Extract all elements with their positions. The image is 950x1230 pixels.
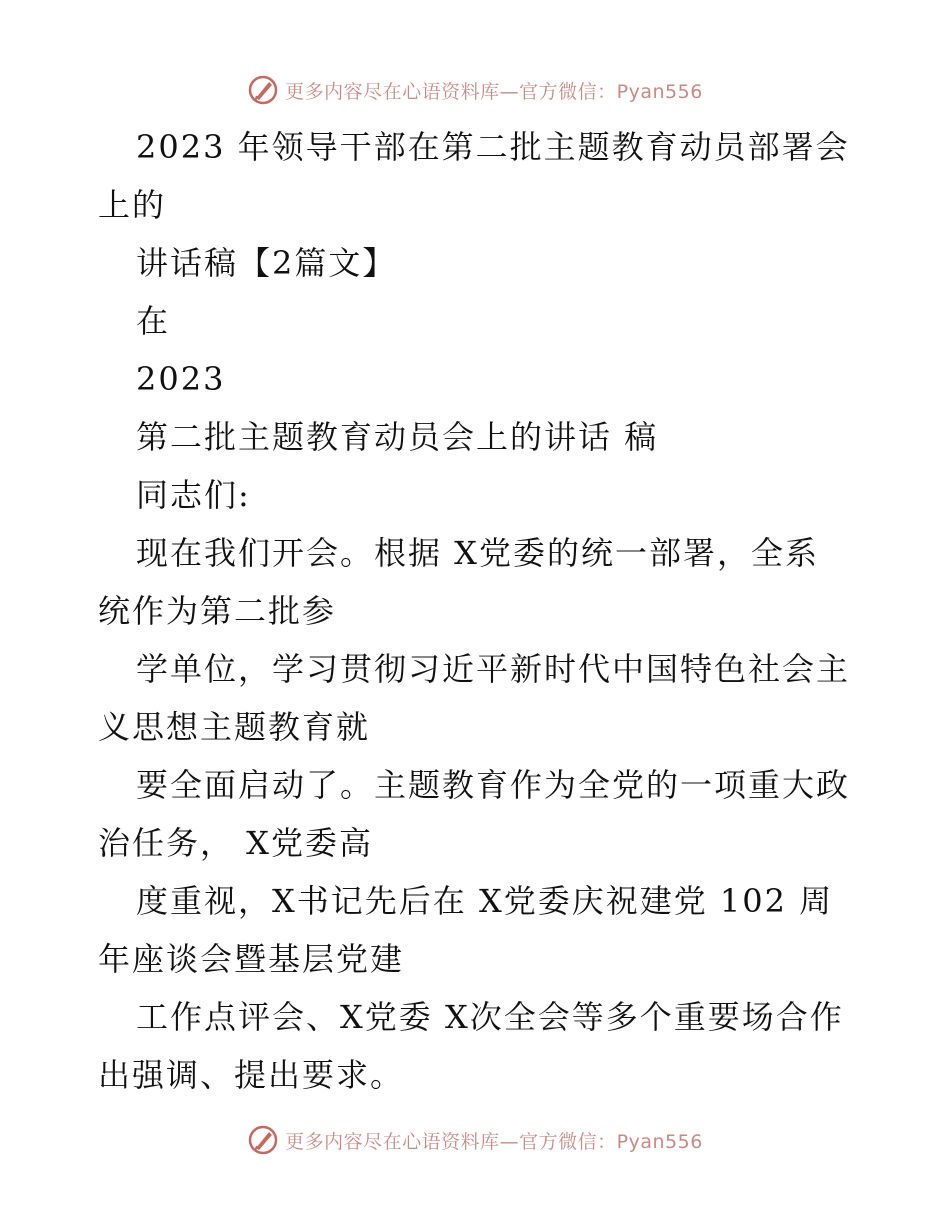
text-line: 在: [136, 302, 171, 340]
document-body: [98, 118, 858, 1104]
speech-heading: 第二批主题教育动员会上的讲话 稿: [136, 418, 659, 456]
watermark-header: [0, 70, 950, 110]
paragraph-line: 义思想主题教育就: [98, 708, 371, 746]
paragraph-line: 工作点评会、X党委 X次全会等多个重要场合作: [136, 998, 844, 1036]
paragraph-line: 年座谈会暨基层党建: [98, 940, 405, 978]
paragraph-line: 统作为第二批参: [98, 592, 337, 630]
watermark-text: 更多内容尽在心语资料库—官方微信：Pyan556: [285, 1130, 703, 1153]
paragraph-line: 度重视，X书记先后在 X党委庆祝建党 102 周: [136, 882, 834, 920]
quill-pen-seal-icon: [247, 1124, 279, 1156]
paragraph-line: 治任务， X党委高: [98, 824, 373, 862]
paragraph-line: 现在我们开会。根据 X党委的统一部署，全系: [136, 534, 819, 572]
title-line-1: 2023 年领导干部在第二批主题教育动员部署会: [136, 128, 850, 166]
salutation: 同志们:: [136, 476, 251, 514]
quill-pen-seal-icon: [247, 74, 279, 106]
paragraph-line: 要全面启动了。主题教育作为全党的一项重大政: [136, 766, 851, 804]
paragraph-line: 学单位，学习贯彻习近平新时代中国特色社会主: [136, 650, 851, 688]
paragraph-line: 出强调、提出要求。: [98, 1056, 405, 1094]
title-line-2: 上的: [98, 186, 167, 224]
watermark-footer: [0, 1120, 950, 1160]
text-line: 2023: [136, 360, 226, 398]
title-line-3: 讲话稿【2篇文】: [136, 244, 397, 282]
watermark-text: 更多内容尽在心语资料库—官方微信：Pyan556: [285, 80, 703, 103]
